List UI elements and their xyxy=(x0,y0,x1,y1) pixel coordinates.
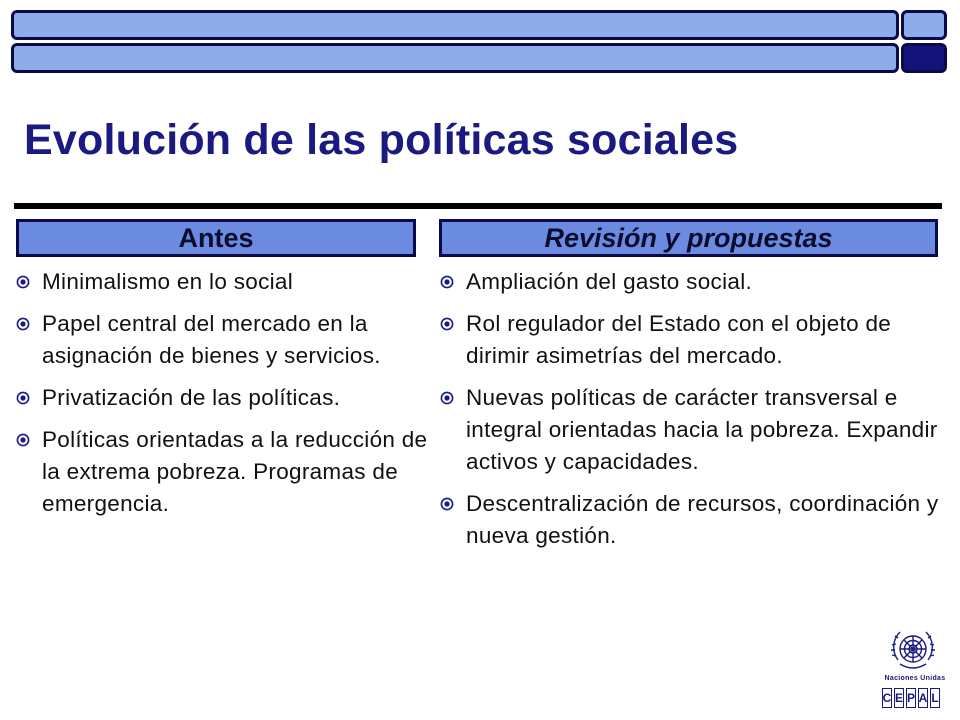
column-header-revision: Revisión y propuestas xyxy=(439,219,938,257)
cepal-letter: P xyxy=(906,688,916,708)
list-item-text: Ampliación del gasto social. xyxy=(466,269,753,294)
list-item-text: Descentralización de recursos, coordinación y nueva gestión. xyxy=(466,491,939,548)
cepal-letter: A xyxy=(918,688,928,708)
cepal-letter: L xyxy=(930,688,940,708)
top-bar-short-2 xyxy=(901,43,947,73)
list-item-text: Políticas orientadas a la reducción de la extrema pobreza. Programas de emergencia. xyxy=(42,427,428,516)
list-item xyxy=(16,424,431,520)
bullet-icon xyxy=(440,382,466,414)
list-item xyxy=(440,266,945,298)
bullet-icon xyxy=(16,266,42,298)
list-item-text: Papel central del mercado en la asignación de bienes y servicios. xyxy=(42,311,381,368)
cepal-letter: E xyxy=(894,688,904,708)
bullet-list-revision xyxy=(440,266,945,562)
list-item xyxy=(16,266,431,298)
bullet-icon xyxy=(440,308,466,340)
top-bar-long-2 xyxy=(11,43,899,73)
slide-title: Evolución de las políticas sociales xyxy=(24,116,739,164)
bullet-icon xyxy=(16,382,42,414)
list-item-text: Privatización de las políticas. xyxy=(42,385,341,410)
list-item-text: Nuevas políticas de carácter transversal e integral orientadas hacia la pobreza. Expandir activos y capacidades. xyxy=(466,385,938,474)
list-item xyxy=(440,382,945,478)
bullet-list-antes xyxy=(16,266,431,530)
list-item-text: Minimalismo en lo social xyxy=(42,269,294,294)
list-item xyxy=(16,382,431,414)
cepal-letter: C xyxy=(882,688,892,708)
list-item-text: Rol regulador del Estado con el objeto de dirimir asimetrías del mercado. xyxy=(466,311,892,368)
cepal-logo xyxy=(882,688,940,708)
column-header-antes: Antes xyxy=(16,219,416,257)
bullet-icon xyxy=(16,308,42,340)
list-item xyxy=(440,308,945,372)
list-item xyxy=(16,308,431,372)
list-item xyxy=(440,488,945,552)
un-emblem-icon xyxy=(888,626,938,674)
bullet-icon xyxy=(16,424,42,456)
bullet-icon xyxy=(440,488,466,520)
top-bar-short-1 xyxy=(901,10,947,40)
bullet-icon xyxy=(440,266,466,298)
top-bar-long-1 xyxy=(11,10,899,40)
logo-caption: Naciones Unidas xyxy=(884,675,946,682)
title-divider xyxy=(14,203,942,209)
